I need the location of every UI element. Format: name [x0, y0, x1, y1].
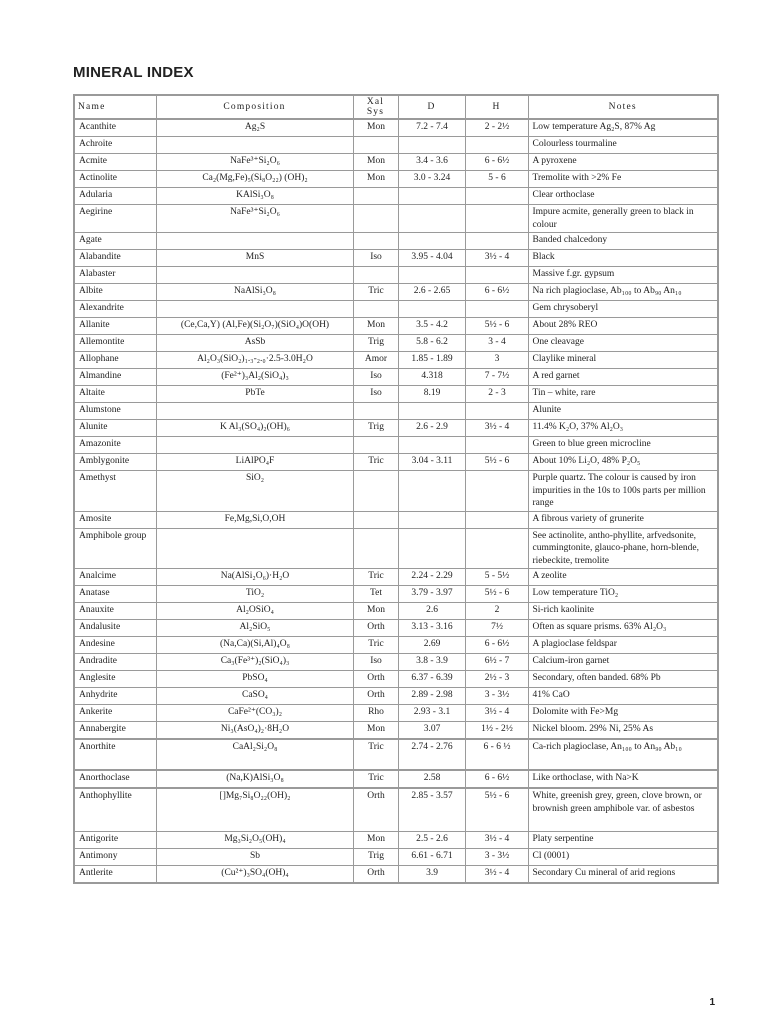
cell-notes: About 28% REO: [528, 318, 718, 335]
cell-notes: Na rich plagioclase, Ab₁₀₀ to Ab₉₀ An₁₀: [528, 284, 718, 301]
table-row: [74, 205, 718, 233]
cell-notes: A pyroxene: [528, 154, 718, 171]
cell-d: 5.8 - 6.2: [398, 335, 465, 352]
cell-h: [465, 528, 528, 569]
cell-h: 2 - 2½: [465, 119, 528, 137]
cell-xal-sys: Trig: [353, 420, 398, 437]
cell-xal-sys: [353, 471, 398, 512]
cell-h: [465, 471, 528, 512]
cell-h: [465, 301, 528, 318]
cell-name: Analcime: [74, 569, 156, 586]
table-row: [74, 671, 718, 688]
cell-xal-sys: Tet: [353, 586, 398, 603]
cell-name: Acanthite: [74, 119, 156, 137]
cell-notes: Secondary, often banded. 68% Pb: [528, 671, 718, 688]
table-row: [74, 352, 718, 369]
table-row: [74, 284, 718, 301]
cell-xal-sys: Iso: [353, 369, 398, 386]
cell-name: Adularia: [74, 188, 156, 205]
table-row: [74, 119, 718, 137]
cell-notes: A zeolite: [528, 569, 718, 586]
table-row: [74, 603, 718, 620]
table-row: [74, 369, 718, 386]
cell-name: Amosite: [74, 511, 156, 528]
cell-notes: Purple quartz. The colour is caused by iron impurities in the 10s to 100s parts per million range: [528, 471, 718, 512]
cell-composition: [156, 233, 353, 250]
table-row: [74, 722, 718, 740]
cell-d: 4.318: [398, 369, 465, 386]
cell-h: 5½ - 6: [465, 454, 528, 471]
cell-d: 3.13 - 3.16: [398, 620, 465, 637]
cell-composition: LiAlPO₄F: [156, 454, 353, 471]
cell-xal-sys: Orth: [353, 671, 398, 688]
cell-xal-sys: [353, 137, 398, 154]
header-composition: Composition: [156, 95, 353, 119]
cell-name: Amethyst: [74, 471, 156, 512]
cell-name: Achroite: [74, 137, 156, 154]
cell-composition: Ag₂S: [156, 119, 353, 137]
cell-h: 3½ - 4: [465, 420, 528, 437]
cell-xal-sys: [353, 267, 398, 284]
cell-notes: Platy serpentine: [528, 832, 718, 849]
cell-d: [398, 188, 465, 205]
cell-name: Agate: [74, 233, 156, 250]
header-row: [74, 95, 718, 119]
cell-h: [465, 403, 528, 420]
cell-h: 5 - 6: [465, 171, 528, 188]
cell-d: 3.0 - 3.24: [398, 171, 465, 188]
cell-notes: Low temperature TiO₂: [528, 586, 718, 603]
cell-composition: PbTe: [156, 386, 353, 403]
cell-d: 7.2 - 7.4: [398, 119, 465, 137]
cell-composition: (Na,K)AlSi₃O₈: [156, 770, 353, 788]
cell-xal-sys: Tric: [353, 454, 398, 471]
cell-notes: Like orthoclase, with Na>K: [528, 770, 718, 788]
cell-xal-sys: Amor: [353, 352, 398, 369]
cell-notes: White, greenish grey, green, clove brown, or brownish green amphibole var. of asbestos: [528, 788, 718, 832]
cell-xal-sys: [353, 528, 398, 569]
cell-composition: Al₂O₃(SiO₂)₁.₃-₂.₀·2.5-3.0H₂O: [156, 352, 353, 369]
cell-composition: TiO₂: [156, 586, 353, 603]
cell-h: 5½ - 6: [465, 318, 528, 335]
cell-notes: Tin – white, rare: [528, 386, 718, 403]
cell-xal-sys: Mon: [353, 154, 398, 171]
cell-name: Alumstone: [74, 403, 156, 420]
cell-xal-sys: Mon: [353, 171, 398, 188]
cell-name: Amazonite: [74, 437, 156, 454]
cell-h: 3: [465, 352, 528, 369]
cell-name: Andesine: [74, 637, 156, 654]
cell-d: 2.85 - 3.57: [398, 788, 465, 832]
table-row: [74, 654, 718, 671]
table-row: [74, 511, 718, 528]
cell-name: Anhydrite: [74, 688, 156, 705]
cell-name: Aegirine: [74, 205, 156, 233]
cell-notes: Si-rich kaolinite: [528, 603, 718, 620]
cell-composition: (Ce,Ca,Y) (Al,Fe)(Si₂O₇)(SiO₄)O(OH): [156, 318, 353, 335]
cell-h: [465, 233, 528, 250]
mineral-table: [73, 94, 719, 884]
cell-xal-sys: Orth: [353, 688, 398, 705]
cell-xal-sys: [353, 511, 398, 528]
cell-xal-sys: Orth: [353, 788, 398, 832]
table-row: [74, 471, 718, 512]
table-body: [74, 119, 718, 883]
cell-composition: Fe,Mg,Si,O,OH: [156, 511, 353, 528]
cell-name: Alabandite: [74, 250, 156, 267]
table-row: [74, 154, 718, 171]
cell-xal-sys: Mon: [353, 119, 398, 137]
cell-notes: Impure acmite, generally green to black in colour: [528, 205, 718, 233]
cell-d: 2.69: [398, 637, 465, 654]
cell-composition: Ca₂(Mg,Fe)₅(Si₈O₂₂) (OH)₂: [156, 171, 353, 188]
cell-notes: 41% CaO: [528, 688, 718, 705]
table-row: [74, 250, 718, 267]
cell-name: Andalusite: [74, 620, 156, 637]
cell-d: 3.9: [398, 866, 465, 884]
cell-xal-sys: [353, 233, 398, 250]
cell-xal-sys: Iso: [353, 250, 398, 267]
cell-xal-sys: Trig: [353, 335, 398, 352]
cell-notes: 11.4% K₂O, 37% Al₂O₃: [528, 420, 718, 437]
cell-composition: []Mg₇Si₈O₂₂(OH)₂: [156, 788, 353, 832]
cell-notes: Nickel bloom. 29% Ni, 25% As: [528, 722, 718, 740]
cell-notes: A fibrous variety of grunerite: [528, 511, 718, 528]
cell-name: Annabergite: [74, 722, 156, 740]
cell-d: 2.6 - 2.9: [398, 420, 465, 437]
cell-composition: [156, 528, 353, 569]
cell-notes: Alunite: [528, 403, 718, 420]
page-number: 1: [709, 997, 715, 1008]
cell-name: Ankerite: [74, 705, 156, 722]
table-row: [74, 171, 718, 188]
cell-notes: One cleavage: [528, 335, 718, 352]
cell-d: 2.6: [398, 603, 465, 620]
cell-name: Antigorite: [74, 832, 156, 849]
cell-notes: Low temperature Ag₂S, 87% Ag: [528, 119, 718, 137]
cell-d: [398, 137, 465, 154]
cell-h: 6½ - 7: [465, 654, 528, 671]
cell-h: 3½ - 4: [465, 250, 528, 267]
cell-h: 6 - 6½: [465, 154, 528, 171]
table-row: [74, 739, 718, 770]
cell-notes: Colourless tourmaline: [528, 137, 718, 154]
cell-xal-sys: Mon: [353, 722, 398, 740]
cell-d: 2.93 - 3.1: [398, 705, 465, 722]
cell-h: 6 - 6 ½: [465, 739, 528, 770]
cell-d: 2.89 - 2.98: [398, 688, 465, 705]
table-row: [74, 832, 718, 849]
cell-composition: CaSO₄: [156, 688, 353, 705]
cell-h: [465, 137, 528, 154]
cell-composition: [156, 437, 353, 454]
header-h: H: [465, 95, 528, 119]
cell-h: 5½ - 6: [465, 586, 528, 603]
cell-h: 6 - 6½: [465, 637, 528, 654]
cell-h: [465, 188, 528, 205]
cell-d: 3.04 - 3.11: [398, 454, 465, 471]
cell-xal-sys: Mon: [353, 318, 398, 335]
cell-composition: NaFe³⁺Si₂O₆: [156, 154, 353, 171]
cell-xal-sys: [353, 403, 398, 420]
cell-h: 5½ - 6: [465, 788, 528, 832]
cell-notes: Claylike mineral: [528, 352, 718, 369]
cell-xal-sys: [353, 188, 398, 205]
table-row: [74, 586, 718, 603]
cell-d: 8.19: [398, 386, 465, 403]
cell-h: [465, 267, 528, 284]
cell-composition: Ca₃(Fe³⁺)₂(SiO₄)₃: [156, 654, 353, 671]
cell-h: 1½ - 2½: [465, 722, 528, 740]
cell-composition: (Fe²⁺)₃Al₂(SiO₄)₃: [156, 369, 353, 386]
cell-xal-sys: [353, 437, 398, 454]
cell-name: Altaite: [74, 386, 156, 403]
cell-composition: Sb: [156, 849, 353, 866]
cell-d: 2.24 - 2.29: [398, 569, 465, 586]
cell-composition: [156, 301, 353, 318]
cell-composition: CaAl₂Si₂O₈: [156, 739, 353, 770]
cell-d: 6.61 - 6.71: [398, 849, 465, 866]
cell-h: 5 - 5½: [465, 569, 528, 586]
table-row: [74, 335, 718, 352]
cell-h: 7 - 7½: [465, 369, 528, 386]
table-row: [74, 454, 718, 471]
cell-d: 3.07: [398, 722, 465, 740]
table-row: [74, 267, 718, 284]
cell-d: 3.5 - 4.2: [398, 318, 465, 335]
cell-composition: CaFe²⁺(CO₃)₂: [156, 705, 353, 722]
cell-name: Alexandrite: [74, 301, 156, 318]
cell-name: Alunite: [74, 420, 156, 437]
cell-composition: NaAlSi₃O₈: [156, 284, 353, 301]
cell-xal-sys: Iso: [353, 654, 398, 671]
cell-notes: Calcium-iron garnet: [528, 654, 718, 671]
cell-h: 6 - 6½: [465, 770, 528, 788]
table-row: [74, 849, 718, 866]
cell-name: Antimony: [74, 849, 156, 866]
cell-composition: SiO₂: [156, 471, 353, 512]
cell-d: 1.85 - 1.89: [398, 352, 465, 369]
table-row: [74, 437, 718, 454]
cell-xal-sys: Tric: [353, 284, 398, 301]
cell-name: Anauxite: [74, 603, 156, 620]
cell-notes: Black: [528, 250, 718, 267]
cell-notes: Ca-rich plagioclase, An₁₀₀ to An₉₀ Ab₁₀: [528, 739, 718, 770]
page-title: MINERAL INDEX: [73, 64, 194, 81]
cell-notes: Tremolite with >2% Fe: [528, 171, 718, 188]
cell-notes: Clear orthoclase: [528, 188, 718, 205]
cell-composition: [156, 267, 353, 284]
cell-name: Amblygonite: [74, 454, 156, 471]
cell-notes: Banded chalcedony: [528, 233, 718, 250]
cell-xal-sys: Tric: [353, 637, 398, 654]
cell-composition: MnS: [156, 250, 353, 267]
cell-name: Amphibole group: [74, 528, 156, 569]
cell-d: [398, 437, 465, 454]
table-row: [74, 866, 718, 884]
table-row: [74, 386, 718, 403]
cell-name: Anorthite: [74, 739, 156, 770]
cell-d: 3.8 - 3.9: [398, 654, 465, 671]
cell-h: 3 - 3½: [465, 849, 528, 866]
cell-composition: Al₂OSiO₄: [156, 603, 353, 620]
cell-h: [465, 511, 528, 528]
cell-composition: (Cu²⁺)₃SO₄(OH)₄: [156, 866, 353, 884]
cell-name: Anatase: [74, 586, 156, 603]
cell-name: Antlerite: [74, 866, 156, 884]
cell-xal-sys: Tric: [353, 770, 398, 788]
cell-composition: Mg₃Si₂O₅(OH)₄: [156, 832, 353, 849]
table-row: [74, 233, 718, 250]
cell-name: Anthophyllite: [74, 788, 156, 832]
cell-xal-sys: Orth: [353, 620, 398, 637]
header-d: D: [398, 95, 465, 119]
cell-xal-sys: Iso: [353, 386, 398, 403]
cell-h: 7½: [465, 620, 528, 637]
table-row: [74, 620, 718, 637]
table-row: [74, 770, 718, 788]
cell-notes: A plagioclase feldspar: [528, 637, 718, 654]
cell-d: [398, 528, 465, 569]
cell-notes: Dolomite with Fe>Mg: [528, 705, 718, 722]
table-row: [74, 420, 718, 437]
cell-d: 3.95 - 4.04: [398, 250, 465, 267]
cell-xal-sys: Trig: [353, 849, 398, 866]
table-row: [74, 188, 718, 205]
cell-xal-sys: Rho: [353, 705, 398, 722]
cell-xal-sys: Mon: [353, 603, 398, 620]
cell-d: 3.4 - 3.6: [398, 154, 465, 171]
cell-notes: Green to blue green microcline: [528, 437, 718, 454]
table-row: [74, 318, 718, 335]
cell-notes: See actinolite, antho-phyllite, arfvedsonite, cummingtonite, glauco-phane, horn-blende, riebeckite, tremolite: [528, 528, 718, 569]
cell-notes: Cl (0001): [528, 849, 718, 866]
cell-composition: NaFe³⁺Si₂O₆: [156, 205, 353, 233]
cell-name: Andradite: [74, 654, 156, 671]
cell-composition: PbSO₄: [156, 671, 353, 688]
cell-notes: Secondary Cu mineral of arid regions: [528, 866, 718, 884]
cell-name: Allophane: [74, 352, 156, 369]
header-name: Name: [74, 95, 156, 119]
cell-composition: KAlSi₃O₈: [156, 188, 353, 205]
cell-name: Acmite: [74, 154, 156, 171]
cell-composition: [156, 137, 353, 154]
cell-d: [398, 511, 465, 528]
table-row: [74, 688, 718, 705]
table-row: [74, 301, 718, 318]
cell-notes: About 10% Li₂O, 48% P₂O₅: [528, 454, 718, 471]
table-row: [74, 637, 718, 654]
cell-notes: Often as square prisms. 63% Al₂O₃: [528, 620, 718, 637]
table-row: [74, 788, 718, 832]
table-row: [74, 569, 718, 586]
cell-composition: Ni₃(AsO₄)₂·8H₂O: [156, 722, 353, 740]
cell-name: Allemontite: [74, 335, 156, 352]
cell-name: Actinolite: [74, 171, 156, 188]
cell-h: 3½ - 4: [465, 832, 528, 849]
cell-name: Almandine: [74, 369, 156, 386]
cell-d: 3.79 - 3.97: [398, 586, 465, 603]
cell-notes: Massive f.gr. gypsum: [528, 267, 718, 284]
cell-d: [398, 471, 465, 512]
cell-d: 2.5 - 2.6: [398, 832, 465, 849]
cell-h: 3½ - 4: [465, 866, 528, 884]
cell-h: 2 - 3: [465, 386, 528, 403]
table-row: [74, 705, 718, 722]
cell-h: [465, 437, 528, 454]
cell-h: 6 - 6½: [465, 284, 528, 301]
cell-name: Anorthoclase: [74, 770, 156, 788]
cell-composition: [156, 403, 353, 420]
cell-h: 3 - 3½: [465, 688, 528, 705]
cell-name: Allanite: [74, 318, 156, 335]
cell-h: 3 - 4: [465, 335, 528, 352]
header-notes: Notes: [528, 95, 718, 119]
cell-composition: AsSb: [156, 335, 353, 352]
cell-name: Alabaster: [74, 267, 156, 284]
cell-xal-sys: Tric: [353, 739, 398, 770]
table-row: [74, 403, 718, 420]
cell-d: 2.58: [398, 770, 465, 788]
table-row: [74, 137, 718, 154]
table-row: [74, 528, 718, 569]
cell-xal-sys: Tric: [353, 569, 398, 586]
cell-composition: K Al₃(SO₄)₂(OH)₆: [156, 420, 353, 437]
cell-h: 3½ - 4: [465, 705, 528, 722]
cell-composition: Na(AlSi₂O₆)·H₂O: [156, 569, 353, 586]
cell-d: [398, 301, 465, 318]
cell-composition: (Na,Ca)(Si,Al)₄O₈: [156, 637, 353, 654]
cell-d: [398, 267, 465, 284]
cell-d: 6.37 - 6.39: [398, 671, 465, 688]
header-xal-sys: Xal Sys: [353, 95, 398, 119]
cell-composition: Al₂SiO₅: [156, 620, 353, 637]
cell-xal-sys: Orth: [353, 866, 398, 884]
cell-d: [398, 403, 465, 420]
cell-name: Albite: [74, 284, 156, 301]
cell-h: 2: [465, 603, 528, 620]
cell-notes: Gem chrysoberyl: [528, 301, 718, 318]
cell-d: [398, 233, 465, 250]
cell-h: [465, 205, 528, 233]
cell-name: Anglesite: [74, 671, 156, 688]
cell-h: 2½ - 3: [465, 671, 528, 688]
cell-d: 2.74 - 2.76: [398, 739, 465, 770]
cell-notes: A red garnet: [528, 369, 718, 386]
cell-xal-sys: [353, 205, 398, 233]
cell-xal-sys: Mon: [353, 832, 398, 849]
cell-xal-sys: [353, 301, 398, 318]
cell-d: 2.6 - 2.65: [398, 284, 465, 301]
cell-d: [398, 205, 465, 233]
